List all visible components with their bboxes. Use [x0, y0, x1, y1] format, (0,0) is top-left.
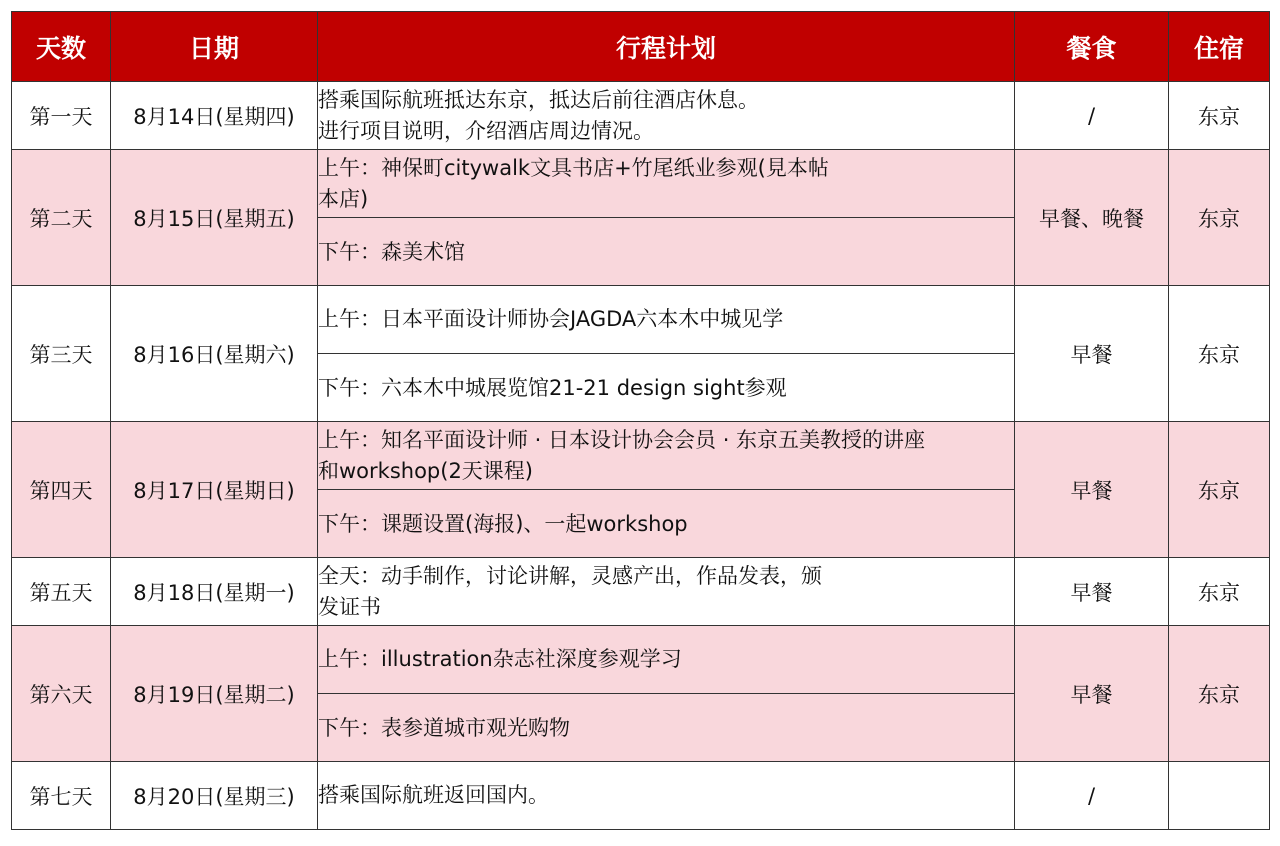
plan-line: 搭乘国际航班抵达东京，抵达后前往酒店休息。 — [318, 87, 759, 112]
stay-cell: 东京 — [1169, 150, 1270, 286]
plan-line: 和workshop(2天课程) — [318, 458, 533, 483]
meal-cell: 早餐 — [1015, 558, 1169, 626]
day-cell: 第七天 — [12, 762, 111, 830]
date-cell: 8月15日(星期五) — [111, 150, 318, 286]
plan-line: 发证书 — [318, 594, 381, 619]
table-row — [12, 286, 1270, 354]
plan-line: 本店) — [318, 186, 369, 211]
day-cell: 第三天 — [12, 286, 111, 422]
date-cell: 8月20日(星期三) — [111, 762, 318, 830]
plan-cell-am — [318, 422, 1015, 490]
meal-cell: 早餐 — [1015, 286, 1169, 422]
day-cell: 第一天 — [12, 82, 111, 150]
day-cell: 第五天 — [12, 558, 111, 626]
table-row — [12, 558, 1270, 626]
stay-cell: 东京 — [1169, 422, 1270, 558]
stay-cell: 东京 — [1169, 286, 1270, 422]
plan-line: 上午：神保町citywalk文具书店+竹尾纸业参观(見本帖 — [318, 155, 829, 180]
table-row — [12, 82, 1270, 150]
plan-cell-am — [318, 626, 1015, 694]
table-row — [12, 762, 1270, 830]
plan-cell — [318, 558, 1015, 626]
header-day: 天数 — [12, 12, 111, 82]
header-row — [12, 12, 1270, 82]
plan-cell-am — [318, 286, 1015, 354]
day-cell: 第四天 — [12, 422, 111, 558]
date-cell: 8月17日(星期日) — [111, 422, 318, 558]
header-plan: 行程计划 — [318, 12, 1015, 82]
plan-line: 上午：知名平面设计师 · 日本设计协会会员 · 东京五美教授的讲座 — [318, 427, 926, 452]
day-cell: 第六天 — [12, 626, 111, 762]
date-cell: 8月19日(星期二) — [111, 626, 318, 762]
plan-cell-am — [318, 150, 1015, 218]
table-row — [12, 422, 1270, 490]
date-cell: 8月14日(星期四) — [111, 82, 318, 150]
plan-cell-pm: 下午：六本木中城展览馆21-21 design sight参观 — [318, 354, 1015, 422]
plan-cell-pm: 下午：森美术馆 — [318, 218, 1015, 286]
header-meal: 餐食 — [1015, 12, 1169, 82]
table-row — [12, 150, 1270, 218]
stay-cell: 东京 — [1169, 626, 1270, 762]
meal-cell: 早餐 — [1015, 422, 1169, 558]
plan-cell-pm: 下午：表参道城市观光购物 — [318, 694, 1015, 762]
plan-cell — [318, 762, 1015, 830]
table-row — [12, 626, 1270, 694]
meal-cell: / — [1015, 82, 1169, 150]
stay-cell: 东京 — [1169, 82, 1270, 150]
plan-line: 上午：日本平面设计师协会JAGDA六本木中城见学 — [318, 307, 784, 331]
plan-line: 全天：动手制作，讨论讲解，灵感产出，作品发表，颁 — [318, 563, 822, 588]
itinerary-table — [11, 11, 1270, 830]
plan-cell — [318, 82, 1015, 150]
stay-cell — [1169, 762, 1270, 830]
plan-line: 搭乘国际航班返回国内。 — [318, 783, 549, 807]
meal-cell: 早餐 — [1015, 626, 1169, 762]
meal-cell: / — [1015, 762, 1169, 830]
meal-cell: 早餐、晚餐 — [1015, 150, 1169, 286]
date-cell: 8月18日(星期一) — [111, 558, 318, 626]
stay-cell: 东京 — [1169, 558, 1270, 626]
day-cell: 第二天 — [12, 150, 111, 286]
header-date: 日期 — [111, 12, 318, 82]
plan-line: 上午：illustration杂志社深度参观学习 — [318, 647, 682, 671]
plan-line: 进行项目说明，介绍酒店周边情况。 — [318, 118, 654, 143]
header-stay: 住宿 — [1169, 12, 1270, 82]
plan-cell-pm: 下午：课题设置(海报)、一起workshop — [318, 490, 1015, 558]
date-cell: 8月16日(星期六) — [111, 286, 318, 422]
